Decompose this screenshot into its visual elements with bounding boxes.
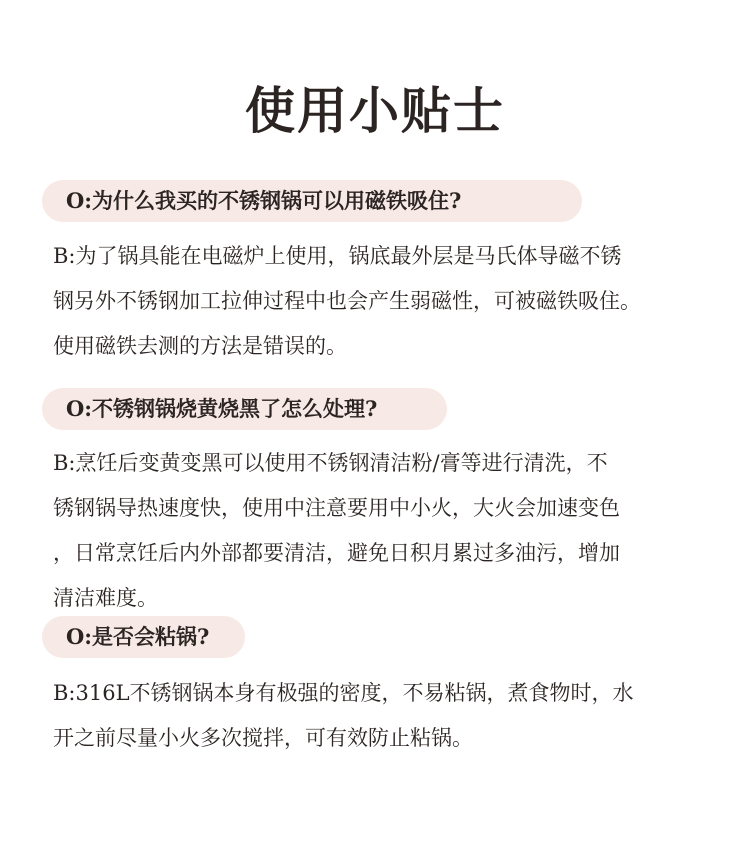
answer-line: B:316L不锈钢锅本身有极强的密度，不易粘锅，煮食物时，水: [53, 681, 634, 705]
answer-line: 清洁难度。: [53, 586, 158, 610]
page-title: 使用小贴士: [245, 81, 505, 140]
question-pill-magnet: [42, 180, 582, 222]
answer-line: ，日常烹饪后内外部都要清洁，避免日积月累过多油污，增加: [53, 541, 620, 565]
question-text: O:是否会粘锅?: [66, 624, 210, 649]
answer-line: 锈钢锅导热速度快，使用中注意要用中小火，大火会加速变色: [53, 496, 620, 520]
answer-line: 使用磁铁去测的方法是错误的。: [53, 334, 347, 358]
answer-sticking: [53, 671, 718, 761]
question-text: O:为什么我买的不锈钢锅可以用磁铁吸住?: [66, 188, 462, 213]
answer-line: 开之前尽量小火多次搅拌，可有效防止粘锅。: [53, 726, 473, 750]
answer-magnet: [53, 234, 718, 369]
question-pill-sticking: [42, 616, 245, 658]
answer-discoloration: [53, 441, 718, 621]
answer-line: 钢另外不锈钢加工拉伸过程中也会产生弱磁性，可被磁铁吸住。: [53, 289, 641, 313]
answer-line: B:为了锅具能在电磁炉上使用，锅底最外层是马氏体导磁不锈: [53, 244, 622, 268]
question-pill-discoloration: [42, 388, 447, 430]
answer-line: B:烹饪后变黄变黑可以使用不锈钢清洁粉/膏等进行清洗，不: [53, 451, 608, 475]
question-text: O:不锈钢锅烧黄烧黑了怎么处理?: [66, 396, 378, 421]
